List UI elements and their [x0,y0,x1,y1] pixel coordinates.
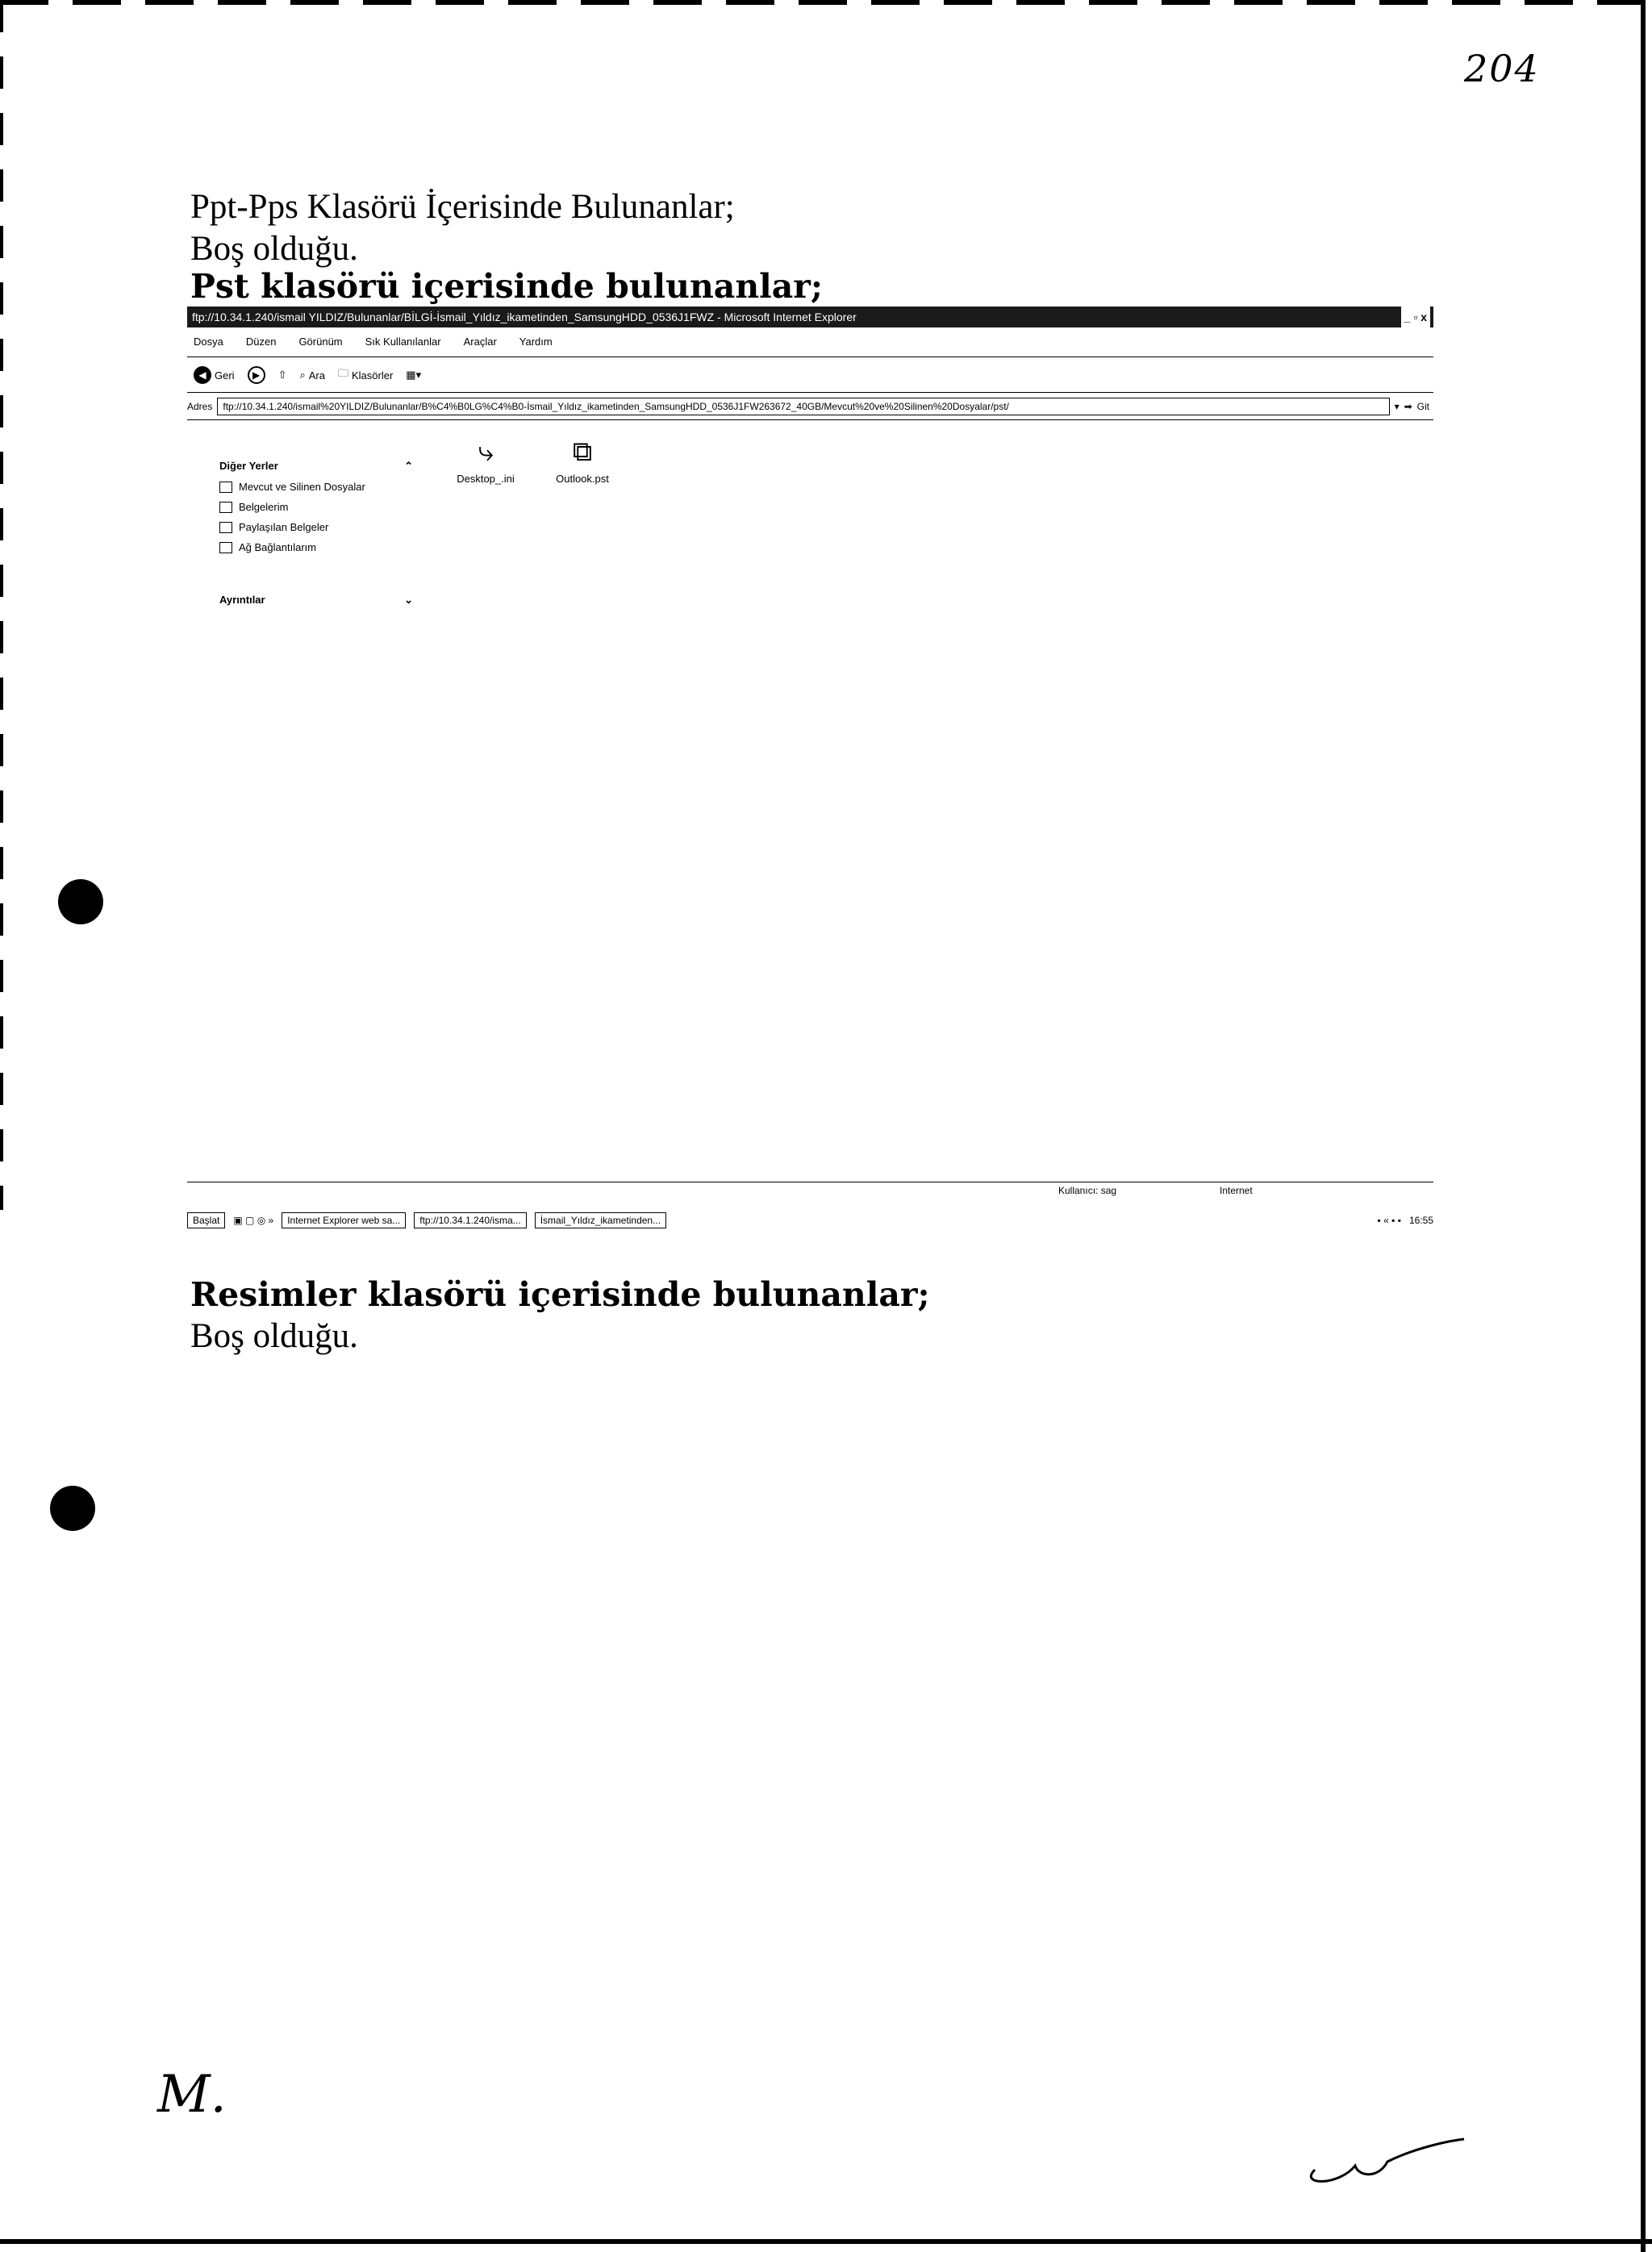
explorer-screenshot [187,307,1433,1238]
handwritten-initials: M. [157,2065,227,2125]
status-bar [187,1182,1433,1201]
empty-note-ppt: Boş olduğu. [190,230,358,268]
documents-icon [219,502,232,513]
menu-yardim[interactable]: Yardım [519,336,553,348]
other-places-label: Diğer Yerler [219,460,278,472]
forward-arrow-icon: ▶ [248,366,265,384]
page-number: 204 [1464,47,1540,90]
menu-sik-kullanilanlar[interactable]: Sık Kullanılanlar [365,336,441,348]
task-pane [219,460,429,607]
expand-icon[interactable]: ⌄ [404,594,413,606]
search-button[interactable] [299,369,325,382]
go-button[interactable]: Git [1416,401,1429,412]
quicklaunch-icons[interactable]: ▣ ▢ ◎ » [233,1215,274,1226]
forward-button[interactable] [248,366,265,384]
back-button[interactable] [194,366,235,384]
taskbar-task[interactable]: İsmail_Yıldız_ikametinden... [535,1212,666,1228]
sidebar-item-label: Mevcut ve Silinen Dosyalar [239,481,365,493]
folders-button[interactable] [338,366,393,384]
up-button[interactable] [278,369,287,382]
taskbar [187,1208,1433,1232]
other-places-header[interactable] [219,460,413,473]
tray-icons: ▪ « ▪ ▪ [1377,1215,1401,1226]
page-edge-bottom [0,2239,1652,2244]
folder-icon [219,482,232,493]
toolbar [194,363,421,387]
address-dropdown-icon[interactable]: ▾ [1394,401,1400,412]
window-controls[interactable]: _ ▫ x [1401,307,1430,327]
menu-gorunum[interactable]: Görünüm [298,336,343,348]
toolbar-separator [187,392,1433,393]
menu-araclar[interactable]: Araçlar [463,336,497,348]
views-icon: ▦▾ [406,369,422,381]
heading-pst: Pst klasörü içerisinde bulunanlar; [190,267,824,306]
network-icon [219,542,232,553]
page-edge-right [1641,0,1646,2252]
details-header[interactable] [219,594,413,607]
page-edge-left [0,0,3,1210]
taskbar-task[interactable]: Internet Explorer web sa... [282,1212,406,1228]
back-arrow-icon: ◀ [194,366,211,384]
sidebar-item-paylasilan[interactable] [219,521,429,533]
taskbar-clock: 16:55 [1408,1215,1433,1226]
shortcut-file-icon: ⤷ [478,436,494,467]
sidebar-item-mevcut[interactable] [219,481,429,493]
details-label: Ayrıntılar [219,594,265,606]
menu-bar [194,336,553,353]
address-bar [187,397,1429,416]
sidebar-item-label: Ağ Bağlantılarım [239,541,317,553]
window-titlebar [187,307,1433,327]
handwritten-signature [1291,2129,1476,2194]
folder-icon: 🗀 [337,367,348,379]
taskbar-task[interactable]: ftp://10.34.1.240/isma... [414,1212,526,1228]
file-name: Desktop_.ini [457,473,515,485]
menu-dosya[interactable]: Dosya [194,336,223,348]
address-separator [187,419,1433,420]
sidebar-item-ag[interactable] [219,541,429,553]
shared-folder-icon [219,522,232,533]
heading-ppt-pps: Ppt-Pps Klasörü İçerisinde Bulunanlar; [190,188,735,226]
file-item[interactable] [445,436,526,485]
search-icon: ⌕ [299,369,306,381]
start-button[interactable]: Başlat [187,1212,225,1228]
punch-hole [50,1486,95,1531]
sidebar-item-belgelerim[interactable] [219,501,429,513]
file-item[interactable] [542,436,623,485]
punch-hole [58,879,103,924]
empty-note-resimler: Boş olduğu. [190,1317,358,1355]
menu-duzen[interactable]: Düzen [245,336,277,348]
file-name: Outlook.pst [556,473,609,485]
status-zone: Internet [1220,1185,1253,1196]
folders-label: Klasörler [352,369,394,382]
go-arrow-icon[interactable]: ➡ [1404,401,1412,412]
views-button[interactable] [406,369,421,382]
pst-file-icon: ⧉ [572,436,593,467]
collapse-icon[interactable]: ⌃ [404,460,413,472]
page-edge-top [0,0,1652,5]
address-label: Adres [187,401,213,412]
address-input[interactable]: ftp://10.34.1.240/ismail%20YILDIZ/Bulunanlar/B%C4%B0LG%C4%B0-İsmail_Yıldız_ikametinden_SamsungHDD_0536J1FW263672_40GB/Mevcut%20ve%20Silinen%20Dosyalar/pst/ [217,398,1389,415]
status-user: Kullanıcı: sag [1058,1185,1117,1196]
window-title: ftp://10.34.1.240/ismail YILDIZ/Bulunanlar/BİLGİ-İsmail_Yıldız_ikametinden_SamsungHDD_0536J1FWZ - Microsoft Internet Explorer [192,311,857,323]
sidebar-item-label: Paylaşılan Belgeler [239,521,329,533]
sidebar-item-label: Belgelerim [239,501,289,513]
up-folder-icon: ⇧ [277,369,287,381]
search-label: Ara [308,369,325,382]
heading-resimler: Resimler klasörü içerisinde bulunanlar; [190,1275,930,1314]
back-label: Geri [215,369,235,382]
